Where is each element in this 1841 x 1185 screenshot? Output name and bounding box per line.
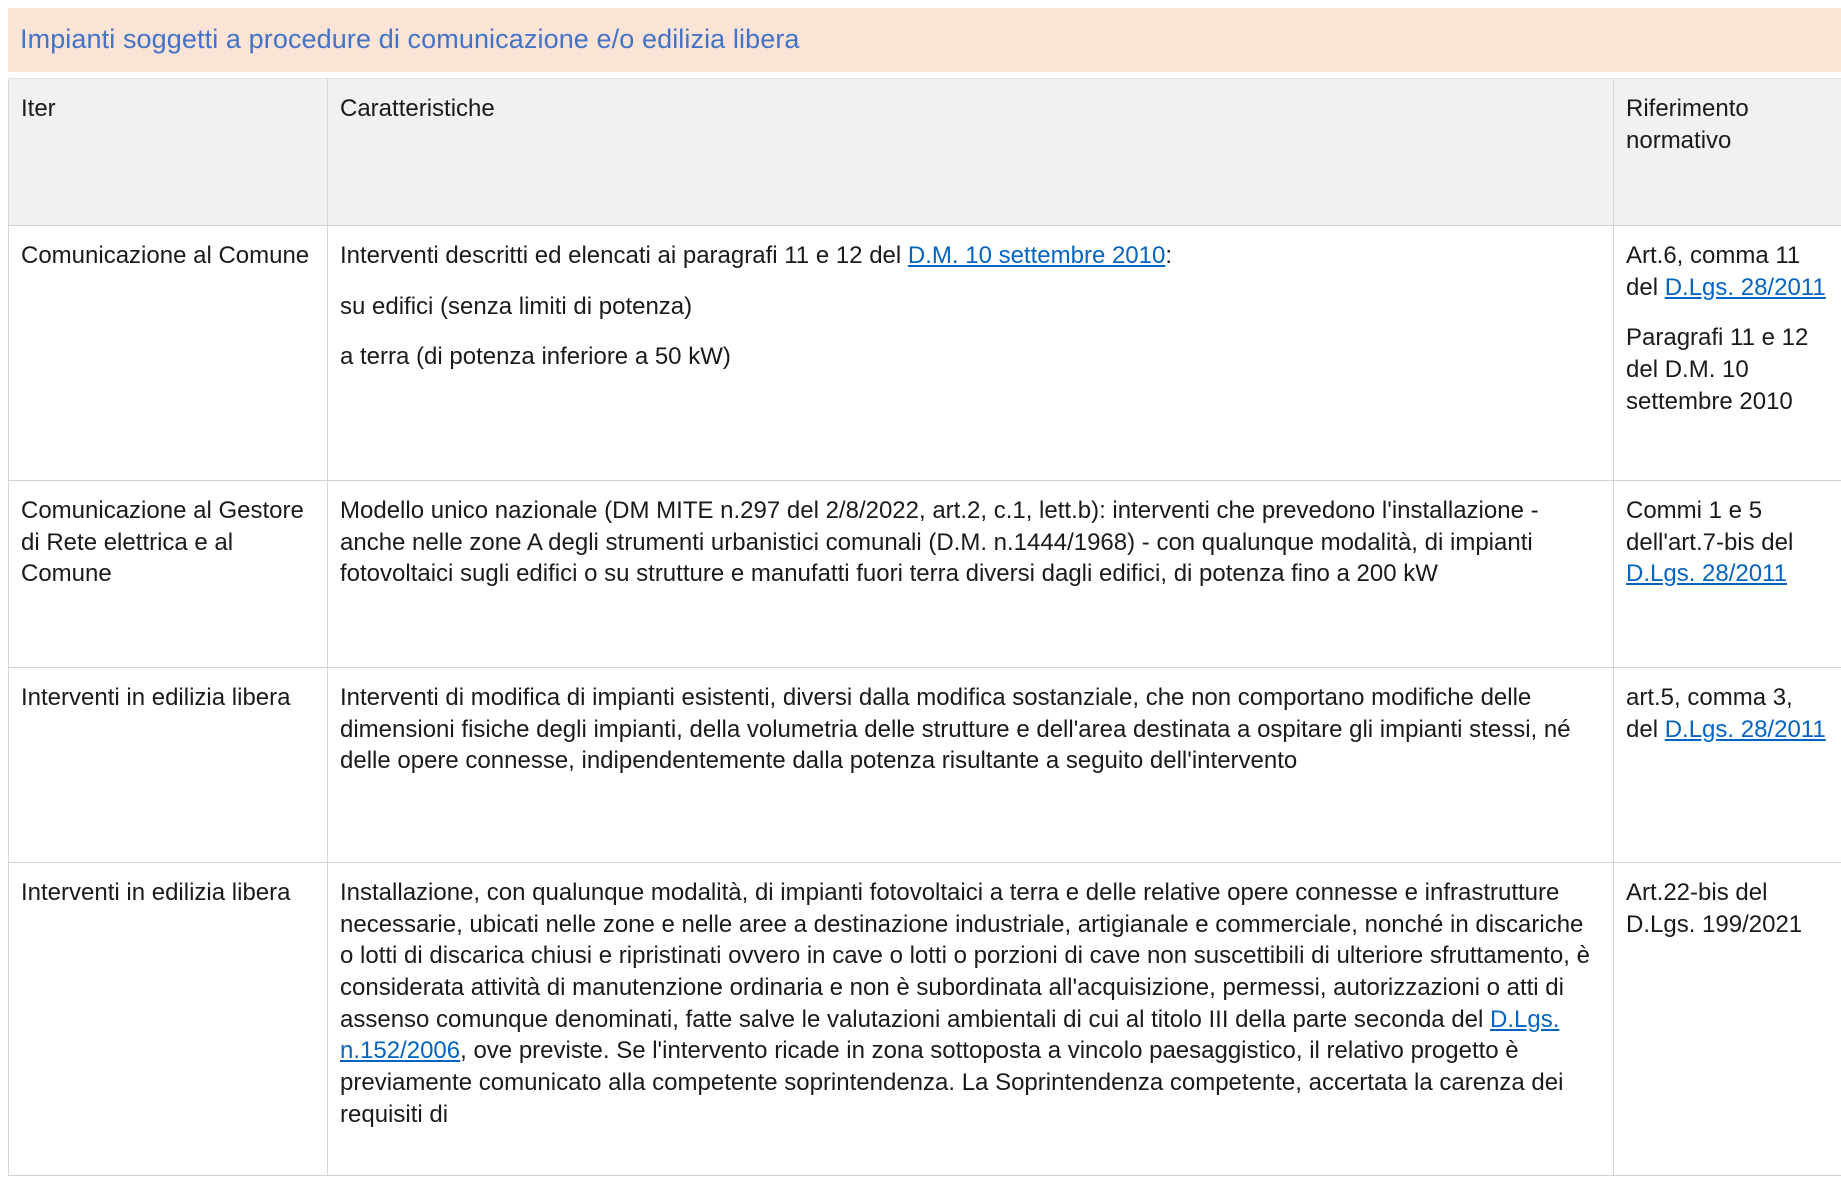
paragraph [1626, 240, 1828, 303]
table-body [9, 226, 1841, 1176]
text-before-link: art.5, comma 3, del [1626, 684, 1793, 743]
cell-iter-text: Interventi in edilizia libera [21, 879, 291, 906]
paragraph: su edifici (senza limiti di potenza) [340, 292, 693, 320]
paragraph: Paragrafi 11 e 12 del D.M. 10 settembre 2010 [1626, 324, 1809, 415]
paragraph: Art.22-bis del D.Lgs. 199/2021 [1626, 879, 1803, 938]
cell-caratteristiche [328, 481, 1614, 668]
cell-iter-text: Comunicazione al Gestore di Rete elettrica e al Comune [21, 497, 304, 588]
column-header-riferimento-label: Riferimento normativo [1626, 95, 1749, 154]
link-dlgs-28-2011[interactable]: D.Lgs. 28/2011 [1664, 273, 1826, 301]
paragraph [340, 877, 1599, 1130]
cell-iter [9, 226, 328, 481]
paragraph: a terra (di potenza inferiore a 50 kW) [340, 343, 731, 371]
text-before-link: Art.6, comma 11 del [1626, 242, 1801, 301]
link-dm-10-settembre-2010[interactable]: D.M. 10 settembre 2010 [907, 242, 1166, 269]
cell-iter [9, 668, 328, 863]
cell-iter [9, 481, 328, 668]
column-header-iter [9, 79, 328, 226]
section-title-banner [8, 8, 1841, 72]
text-before-link: Commi 1 e 5 dell'art.7-bis del [1626, 497, 1794, 556]
link-dlgs-28-2011[interactable]: D.Lgs. 28/2011 [1664, 715, 1826, 743]
link-dlgs-n152-2006[interactable]: D.Lgs. n.152/2006 [340, 1005, 1560, 1065]
text-before-link: Interventi descritti ed elencati ai paragrafi 11 e 12 del [340, 242, 908, 269]
column-header-iter-label: Iter [21, 95, 56, 122]
column-header-riferimento [1614, 79, 1841, 226]
procedures-table [8, 78, 1841, 1176]
paragraph: Interventi di modifica di impianti esistenti, diversi dalla modifica sostanziale, che non comportano modifiche delle dimensioni fisiche degli impianti, della volumetria delle strutture e dell'area destinata a ospitare gli impianti stessi, né delle opere connesse, indipendentemente dalla potenza risultante a seguito dell'intervento [340, 684, 1571, 775]
cell-iter [9, 863, 328, 1176]
table-row [9, 863, 1841, 1176]
table-row [9, 226, 1841, 481]
column-header-caratteristiche [328, 79, 1614, 226]
table-header [9, 79, 1841, 226]
link-dlgs-28-2011[interactable]: D.Lgs. 28/2011 [1626, 560, 1788, 588]
cell-riferimento [1614, 863, 1841, 1176]
paragraph [340, 240, 1599, 272]
table-header-row [9, 79, 1841, 226]
table-row [9, 668, 1841, 863]
paragraph: Modello unico nazionale (DM MITE n.297 del 2/8/2022, art.2, c.1, lett.b): interventi che prevedono l'installazione - anche nelle zone A degli strumenti urbanistici comunali (D.M. n.1444/1968) - con qualunque modalità, di impianti fotovoltaici sugli edifici o su strutture e manufatti fuori terra diversi dagli edifici, di potenza fino a 200 kW [340, 497, 1539, 588]
table-row [9, 481, 1841, 668]
cell-riferimento [1614, 668, 1841, 863]
paragraph [1626, 495, 1828, 590]
text-after-link: , ove previste. Se l'intervento ricade in zona sottoposta a vincolo paesaggistico, il relativo progetto è previamente comunicato alla competente soprintendenza. La Soprintendenza competente, accertata la carenza dei requisiti di [340, 1037, 1564, 1128]
cell-caratteristiche [328, 226, 1614, 481]
text-after-link: : [1165, 242, 1173, 269]
paragraph [1626, 682, 1828, 745]
cell-iter-text: Comunicazione al Comune [21, 242, 310, 269]
cell-caratteristiche [328, 863, 1614, 1176]
cell-riferimento [1614, 481, 1841, 668]
cell-caratteristiche [328, 668, 1614, 863]
page-title: Impianti soggetti a procedure di comunicazione e/o edilizia libera [20, 24, 800, 55]
column-header-caratteristiche-label: Caratteristiche [340, 95, 495, 122]
cell-riferimento [1614, 226, 1841, 481]
cell-iter-text: Interventi in edilizia libera [21, 684, 291, 711]
text-before-link: Installazione, con qualunque modalità, di impianti fotovoltaici a terra e delle relative opere connesse e infrastrutture necessarie, ubicati nelle zone e nelle aree a destinazione industriale, artigianale e commerciale, nonché in discariche o lotti di discarica chiusi e ripristinati ovvero in cave o lotti o porzioni di cave non suscettibili di ulteriore sfruttamento, è considerata attività di manutenzione ordinaria e non è subordinata all'acquisizione, permessi, autorizzazioni o atti di assenso comunque denominati, fatte salve le valutazioni ambientali di cui al titolo III della parte seconda del [340, 879, 1590, 1033]
